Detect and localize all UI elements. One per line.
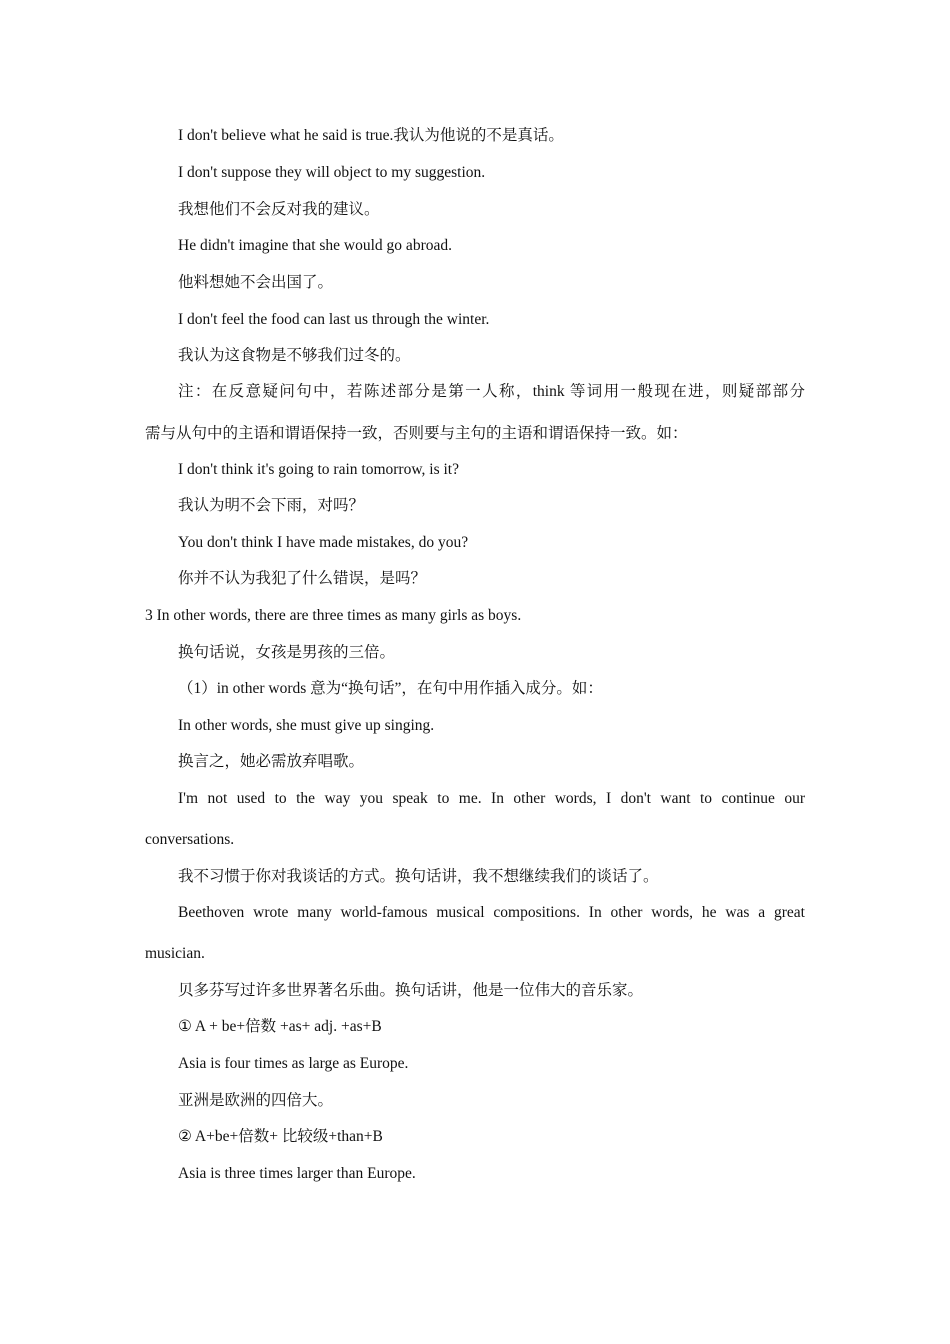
formula-line: ① A + be+倍数 +as+ adj. +as+B (178, 1018, 382, 1035)
text-line: 他料想她不会出国了。 (178, 274, 334, 291)
text-line: Asia is three times larger than Europe. (178, 1165, 416, 1182)
text-line: （1）in other words 意为“换句话”，在句中用作插入成分。如： (178, 680, 603, 697)
text-line: I don't feel the food can last us through the winter. (178, 311, 490, 328)
text-line: I don't believe what he said is true.我认为他说的不是真话。 (178, 127, 564, 144)
text-line: I'm not used to the way you speak to me. In other words, I don't want to continue our (178, 790, 805, 807)
text-line: 我想他们不会反对我的建议。 (178, 201, 380, 218)
text-line: 换言之，她必需放弃唱歌。 (178, 753, 365, 770)
section-heading: 3 In other words, there are three times as many girls as boys. (145, 607, 522, 624)
text-line: Beethoven wrote many world-famous musical compositions. In other words, he was a great (178, 904, 805, 921)
text-line: I don't think it's going to rain tomorrow, is it? (178, 461, 459, 478)
text-line: 我认为这食物是不够我们过冬的。 (178, 347, 411, 364)
text-line: In other words, she must give up singing. (178, 717, 435, 734)
text-line: 贝多芬写过许多世界著名乐曲。换句话讲，他是一位伟大的音乐家。 (178, 982, 644, 999)
note-line: 需与从句中的主语和谓语保持一致，否则要与主句的主语和谓语保持一致。如： (145, 425, 688, 442)
text-line: You don't think I have made mistakes, do you? (178, 534, 469, 551)
text-line: 我认为明不会下雨，对吗？ (178, 497, 365, 514)
note-line: 注：在反意疑问句中，若陈述部分是第一人称，think 等词用一般现在进，则疑部部分 (178, 383, 805, 400)
text-line: Asia is four times as large as Europe. (178, 1055, 409, 1072)
text-line: 你并不认为我犯了什么错误，是吗？ (178, 570, 427, 587)
text-line: musician. (145, 945, 205, 962)
text-line: conversations. (145, 831, 235, 848)
formula-line: ② A+be+倍数+ 比较级+than+B (178, 1128, 383, 1145)
text-line: He didn't imagine that she would go abroad. (178, 237, 452, 254)
text-line: 我不习惯于你对我谈话的方式。换句话讲，我不想继续我们的谈话了。 (178, 868, 659, 885)
text-line: 换句话说，女孩是男孩的三倍。 (178, 644, 396, 661)
text-line: 亚洲是欧洲的四倍大。 (178, 1092, 334, 1109)
text-line: I don't suppose they will object to my suggestion. (178, 164, 486, 181)
